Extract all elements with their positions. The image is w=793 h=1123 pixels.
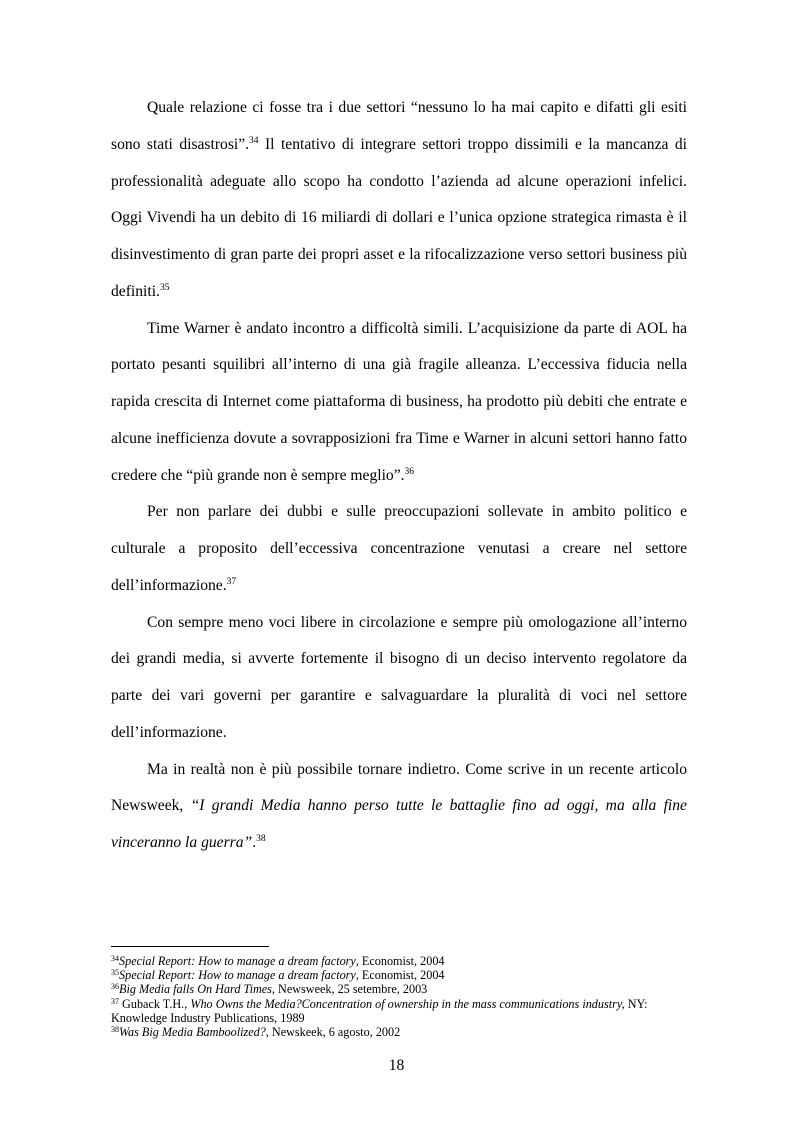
paragraph bbox=[111, 605, 687, 752]
text-run: Ma in realtà non è più possibile tornare indietro. Come scrive in un recente articolo Newsweek, bbox=[111, 760, 687, 815]
footnote-reference: 34 bbox=[249, 135, 259, 146]
text-run: Newskeek, 6 agosto, 2002 bbox=[268, 1025, 401, 1040]
italic-text: “I grandi Media hanno perso tutte le battaglie fino ad oggi, ma alla fine vinceranno la guerra” bbox=[111, 797, 687, 851]
footnote-reference: 35 bbox=[159, 282, 170, 293]
text-run: Time Warner è andato incontro a difficoltà simili. L’acquisizione da parte di AOL ha portato pesanti squilibri all’interno di una già fragile alleanza. L’eccessiva fiducia nella rapida crescita di Internet come piattaforma di business, ha prodotto più debiti che entrate e alcune inefficienza dovute a sovrapposizioni fra Time e Warner in alcuni settori hanno fatto credere che “più grande non è sempre meglio”. bbox=[111, 319, 687, 484]
footnote bbox=[111, 968, 687, 982]
paragraph bbox=[111, 311, 687, 495]
text-run: Guback T.H., bbox=[119, 996, 191, 1011]
italic-text: Special Report: How to manage a dream factory bbox=[119, 954, 356, 968]
italic-text: Who Owns the Media?Concentration of ownership in the mass communications industry, bbox=[190, 996, 625, 1011]
footnote-reference: 38 bbox=[256, 834, 266, 844]
text-run: Newsweek, 25 setembre, 2003 bbox=[274, 982, 428, 997]
text-run: Con sempre meno voci libere in circolazione e sempre più omologazione all’interno dei grandi media, si avverte fortemente il bisogno di un deciso intervento regolatore da parte dei vari governi per garantire e salvaguardare la pluralità di voci nel settore dell’informazione. bbox=[111, 613, 687, 741]
footnote-separator bbox=[111, 946, 269, 947]
page-number: 18 bbox=[388, 1057, 405, 1074]
footnote-reference: 36 bbox=[404, 466, 415, 477]
footnote bbox=[111, 997, 687, 1025]
text-run: , Economist, 2004 bbox=[355, 968, 445, 983]
text-run: NY: Knowledge Industry Publications, 1989 bbox=[111, 996, 648, 1025]
text-run: Per non parlare dei dubbi e sulle preoccupazioni sollevate in ambito politico e culturale a proposito dell’eccessiva concentrazione venutasi a creare nel settore dell’informazione. bbox=[111, 503, 687, 594]
footnote bbox=[111, 982, 687, 996]
italic-text: Big Media falls On Hard Times, bbox=[119, 982, 275, 997]
text-run: , Economist, 2004 bbox=[355, 954, 445, 968]
footnote-number: 37 bbox=[111, 996, 119, 1006]
footnote-number: 36 bbox=[111, 982, 119, 992]
italic-text: Special Report: How to manage a dream factory bbox=[119, 968, 356, 983]
footnote-number: 38 bbox=[111, 1025, 119, 1035]
footnote-number: 34 bbox=[111, 954, 119, 963]
footnote-reference: 37 bbox=[226, 576, 237, 587]
text-run: Quale relazione ci fosse tra i due settori “nessuno lo ha mai capito e difatti gli esiti sono stati disastrosi”. bbox=[111, 99, 687, 153]
paragraph bbox=[111, 752, 687, 862]
paragraph bbox=[111, 494, 687, 604]
footnote bbox=[111, 954, 687, 968]
paragraph bbox=[111, 90, 687, 311]
footnote bbox=[111, 1025, 687, 1039]
footnotes bbox=[111, 954, 687, 1039]
italic-text: Was Big Media Bamboolized?, bbox=[119, 1025, 269, 1040]
body-text bbox=[111, 90, 687, 862]
footnote-number: 35 bbox=[111, 968, 119, 978]
text-run: . bbox=[252, 834, 257, 851]
text-run: Il tentativo di integrare settori troppo dissimili e la mancanza di professionalità adeguate allo scopo ha condotto l’azienda ad alcune operazioni infelici. Oggi Vivendi ha un debito di 16 miliardi di dollari e l’unica opzione strategica rimasta è il disinvestimento di gran parte dei propri asset e la rifocalizzazione verso settori business più definiti. bbox=[111, 135, 687, 300]
